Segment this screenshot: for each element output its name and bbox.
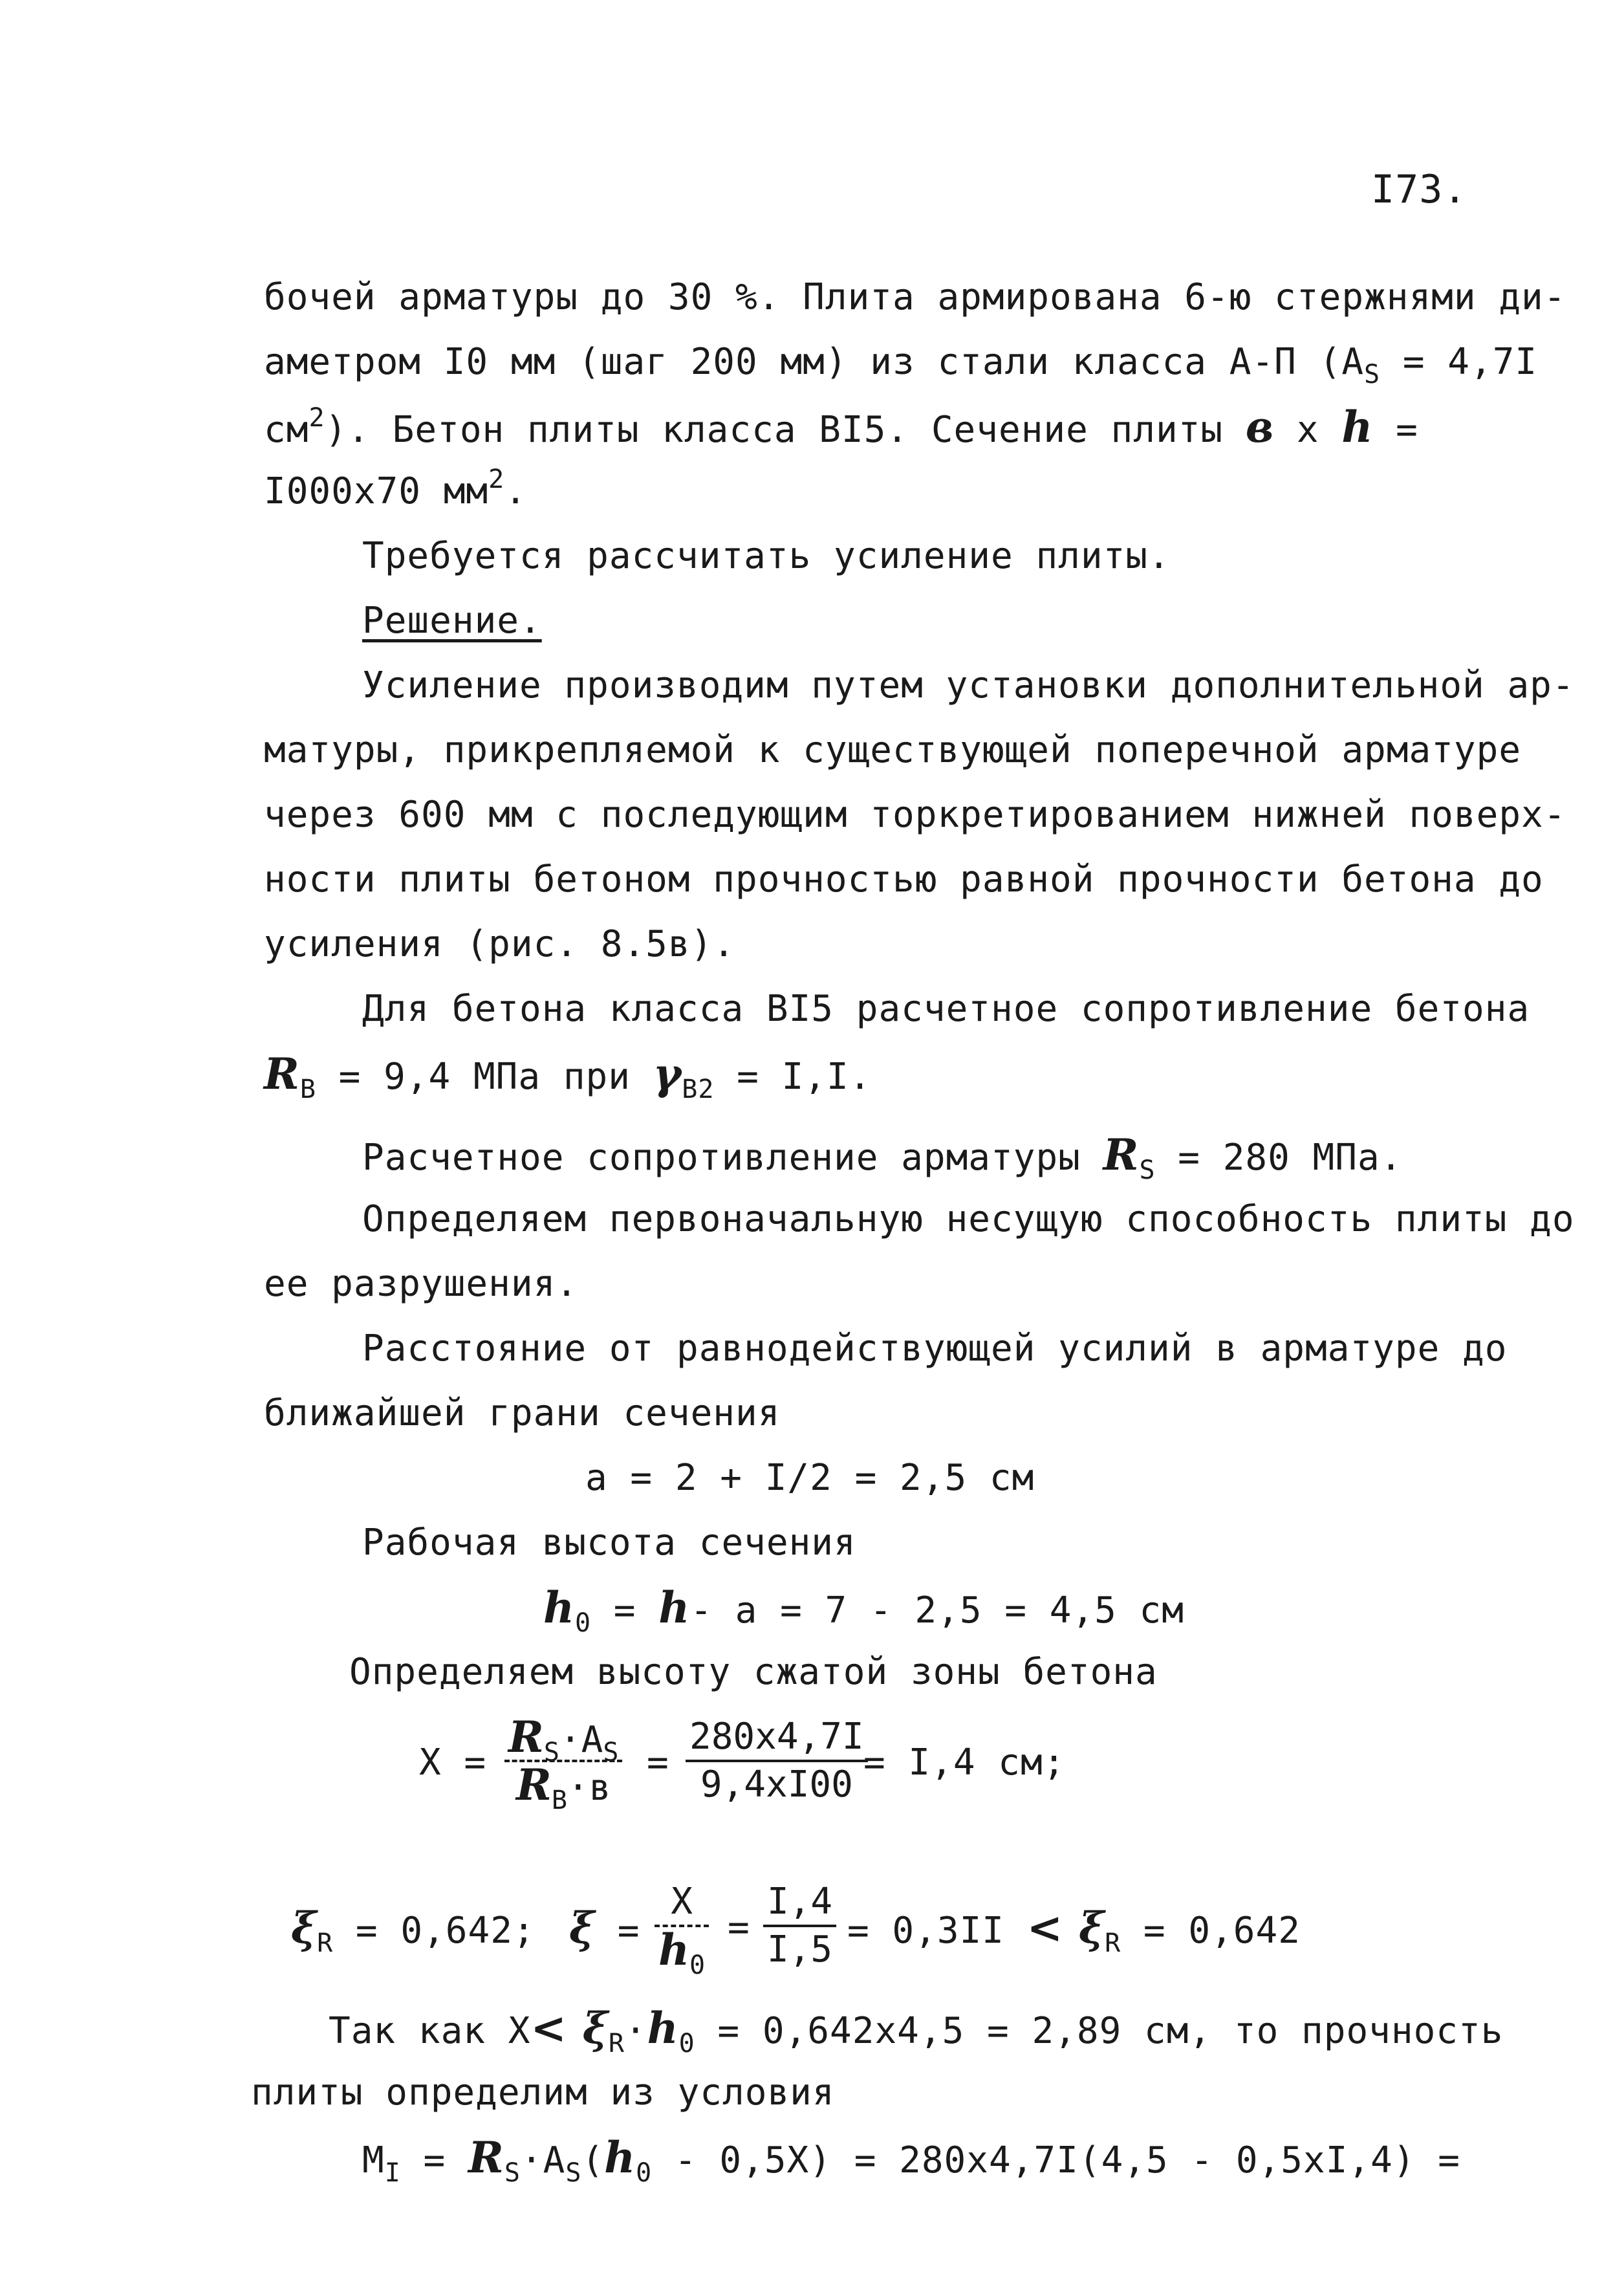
page-number: I73. xyxy=(1371,167,1467,212)
fraction: $\frac{I,4}{I,5}$ xyxy=(763,1879,836,1972)
text-line: ближайшей грани сечения xyxy=(264,1392,781,1434)
document-page: I73. бочей арматуры до 30 %. Плита армирована 6-ю стержнями ди- аметром I0 мм (шаг 200 мм) из стали класса А-П ($А_S = 4,7I$ $см^2$). Бетон плиты класса BI5. Сечение плиты в х h = I000х70 $мм^2$. Требуется рассчитать усиление плиты. Решение. Усиление производим путем установки дополнительной ар- матуры, прикрепляемой к существующей поперечной арматуре через 600 мм с последующим торкретированием нижней поверх- ности плиты бетоном прочностью равной прочности бетона до усиления (рис. 8.5в). Для бетона класса BI5 расчетное сопротивление бетона $R_В = 9,4$ МПа при $\gamma_{В2} = I,I$. Расчетное сопротивление арматуры $R_S = 280$ МПа. Определяем первоначальную несущую способность плиты до ее разрушения. Расстояние от равнодействующей усилий в арматуре до ближайшей грани сечения а = 2 + I/2 = 2,5 см Рабочая высота сечения $h_0 = h-$ а = 7 - 2,5 = 4,5 см Определяем высоту сжатой зоны бетона X = $R_S\cdot А_S$ $R_В\cdot в$ = 280х4,7I 9,4хI00 = I,4 см; $\xi_R = 0,642$; ξ = $\frac{X}{h_0}$ = $\frac{I,4}{I,5}$ = $0,3II < \xi_R = 0,642$ Так как $X< \xi_R\cdot h_0 = 0,642х4,5 = 2,89$ см, то прочность плиты определим из условия $М_I = R_S\cdot А_S(h_0 - 0,5X) = 280х4,7I(4,5 - 0,5хI,4)$ = xyxy=(251,167,1575,2188)
fraction: $\frac{X}{h_0}$ xyxy=(655,1879,709,1972)
text-line: Требуется рассчитать усиление плиты. xyxy=(362,535,1171,577)
equation: а = 2 + I/2 = 2,5 см xyxy=(585,1457,1035,1499)
equation: $М_I = R_S\cdot А_S(h_0 - 0,5X) = 280х4,7I(4,5 - 0,5хI,4)$ = xyxy=(362,2132,1460,2188)
text-line: бочей арматуры до 30 %. Плита армирована 6-ю стержнями ди- xyxy=(264,276,1566,318)
fraction: $R_S\cdot А_S$ $R_В\cdot в$ xyxy=(504,1714,622,1808)
text-line: матуры, прикрепляемой к существующей поперечной арматуре xyxy=(264,729,1522,771)
text-line: через 600 мм с последующим торкретированием нижней поверх- xyxy=(264,794,1566,836)
section-heading: Решение. xyxy=(362,600,542,642)
text-line: Определяем высоту сжатой зоны бетона xyxy=(349,1651,1158,1693)
text-line: ности плиты бетоном прочностью равной прочности бетона до xyxy=(264,858,1544,901)
fraction: 280х4,7I 9,4хI00 xyxy=(686,1714,868,1808)
text-line: Усиление производим путем установки дополнительной ар- xyxy=(362,664,1575,706)
text-line: аметром I0 мм (шаг 200 мм) из стали класса А-П ($А_S = 4,7I$ xyxy=(264,341,1538,389)
equation: $h_0 = h-$ а = 7 - 2,5 = 4,5 см xyxy=(543,1582,1184,1638)
text-line: Так как $X< \xi_R\cdot h_0 = 0,642х4,5 = 2,89$ см, то прочность xyxy=(329,2003,1504,2059)
text-line: ее разрушения. xyxy=(264,1263,579,1305)
text-line: $см^2$). Бетон плиты класса BI5. Сечение плиты в х h = xyxy=(264,402,1418,452)
text-line: плиты определим из условия xyxy=(251,2071,835,2114)
text-line: усиления (рис. 8.5в). xyxy=(264,923,736,965)
text-line: Рабочая высота сечения xyxy=(362,1522,856,1564)
text-line: I000х70 $мм^2$. xyxy=(264,464,527,512)
text-line: Для бетона класса BI5 расчетное сопротивление бетона xyxy=(362,988,1530,1030)
text-line: Расчетное сопротивление арматуры $R_S = 280$ МПа. xyxy=(362,1130,1403,1185)
text-line: Расстояние от равнодействующей усилий в арматуре до xyxy=(362,1327,1508,1370)
text-line: $R_В = 9,4$ МПа при $\gamma_{В2} = I,I$. xyxy=(264,1049,872,1104)
text-line: Определяем первоначальную несущую способность плиты до xyxy=(362,1198,1575,1240)
